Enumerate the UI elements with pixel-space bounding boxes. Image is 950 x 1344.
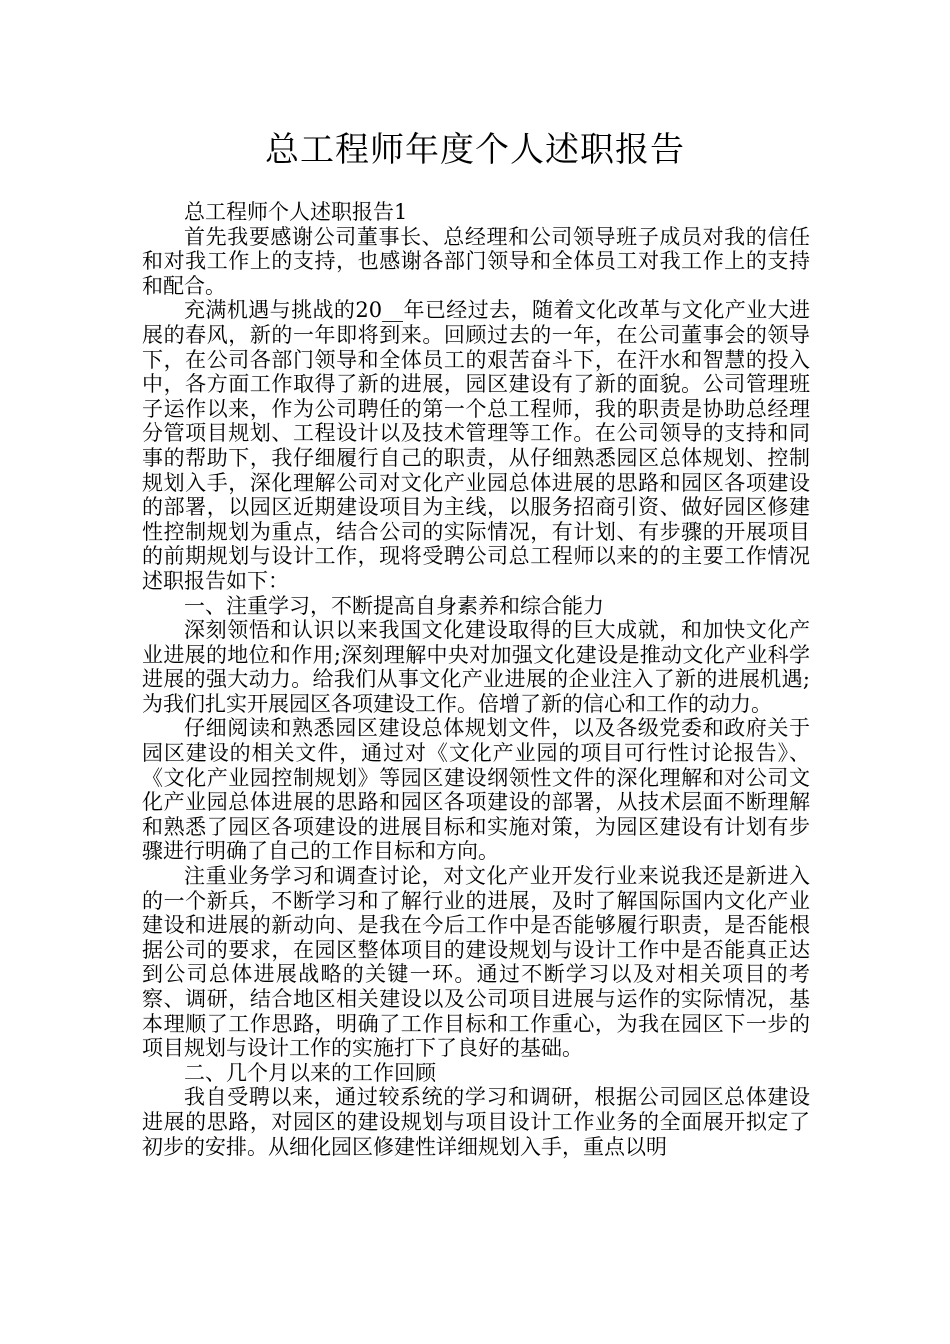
document-body [142, 200, 810, 1159]
section-heading-2: 二、几个月以来的工作回顾 [184, 1060, 436, 1085]
paragraph-study-1: 深刻领悟和认识以来我国文化建设取得的巨大成就，和加快文化产业进展的地位和作用;深刻理解中央对加强文化建设是推动文化产业科学进展的强大动力。给我们从事文化产业进展的企业注入了新的进展机遇;为我们扎实开展园区各项建设工作。倍增了新的信心和工作的动力。 [142, 618, 810, 716]
document-title: 总工程师年度个人述职报告 [265, 130, 685, 170]
paragraph-subtitle: 总工程师个人述职报告1 [184, 200, 408, 224]
paragraph-study-3: 注重业务学习和调查讨论，对文化产业开发行业来说我还是新进入的一个新兵，不断学习和了解行业的进展，及时了解国际国内文化产业建设和进展的新动向、是我在今后工作中是否能够履行职责，是否能根据公司的要求，在园区整体项目的建设规划与设计工作中是否能真正达到公司总体进展战略的关键一环。通过不断学习以及对相关项目的考察、调研，结合地区相关建设以及公司项目进展与运作的实际情况，基本理顺了工作思路，明确了工作目标和工作重心，为我在园区下一步的项目规划与设计工作的实施打下了良好的基础。 [142, 864, 810, 1061]
paragraph-review: 充满机遇与挑战的20__年已经过去，随着文化改革与文化产业大进展的春风，新的一年即将到来。回顾过去的一年，在公司董事会的领导下，在公司各部门领导和全体员工的艰苦奋斗下，在汗水和智慧的投入中，各方面工作取得了新的进展，园区建设有了新的面貌。公司管理班子运作以来，作为公司聘任的第一个总工程师，我的职责是协助总经理分管项目规划、工程设计以及技术管理等工作。在公司领导的支持和同事的帮助下，我仔细履行自己的职责，从仔细熟悉园区总体规划、控制规划入手，深化理解公司对文化产业园总体进展的思路和园区各项建设的部署，以园区近期建设项目为主线，以服务招商引资、做好园区修建性控制规划为重点，结合公司的实际情况，有计划、有步骤的开展项目的前期规划与设计工作，现将受聘公司总工程师以来的的主要工作情况述职报告如下： [142, 298, 810, 593]
paragraph-study-2: 仔细阅读和熟悉园区建设总体规划文件，以及各级党委和政府关于园区建设的相关文件，通过对《文化产业园的项目可行性讨论报告》、《文化产业园控制规划》等园区建设纲领性文件的深化理解和对公司文化产业园总体进展的思路和园区各项建设的部署，从技术层面不断理解和熟悉了园区各项建设的进展目标和实施对策，为园区建设有计划有步骤进行明确了自己的工作目标和方向。 [142, 716, 810, 864]
paragraph-thanks: 首先我要感谢公司董事长、总经理和公司领导班子成员对我的信任和对我工作上的支持，也感谢各部门领导和全体员工对我工作上的支持和配合。 [142, 224, 810, 298]
paragraph-work-review: 我自受聘以来，通过较系统的学习和调研，根据公司园区总体建设进展的思路，对园区的建设规划与项目设计工作业务的全面展开拟定了初步的安排。从细化园区修建性详细规划入手，重点以明 [142, 1085, 810, 1159]
section-heading-1: 一、注重学习，不断提高自身素养和综合能力 [184, 593, 604, 618]
